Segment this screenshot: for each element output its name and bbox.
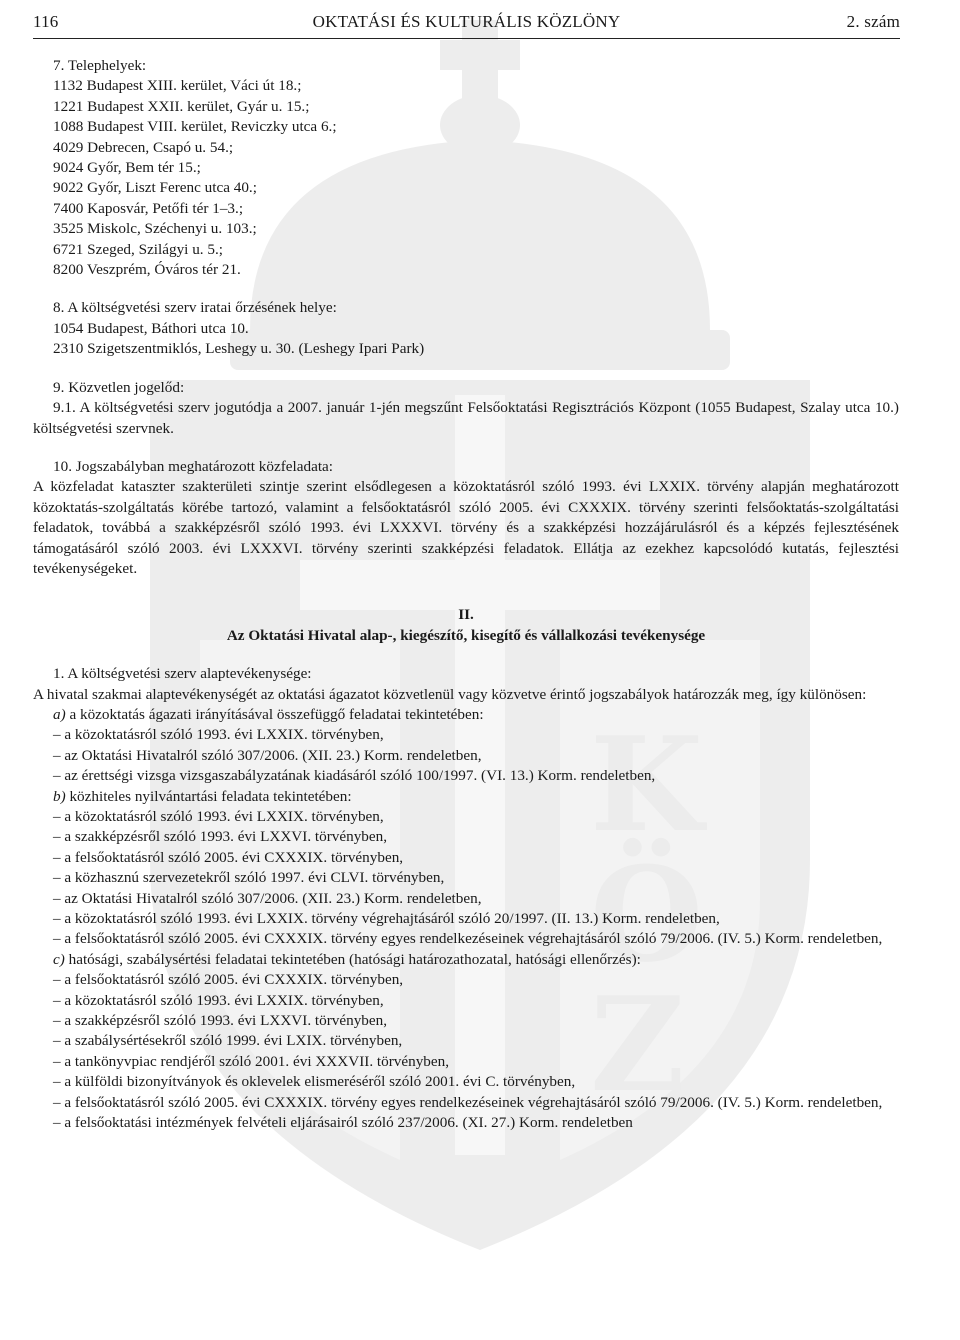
subsection-c-label: c) bbox=[53, 950, 65, 968]
section-8-title: 8. A költségvetési szerv iratai őrzésének helye: bbox=[53, 299, 337, 317]
part-heading: Az Oktatási Hivatal alap-, kiegészítő, kisegítő és vállalkozási tevékenysége bbox=[226, 626, 706, 644]
document-body bbox=[33, 56, 899, 1134]
subsection-a-label: a) bbox=[53, 705, 66, 723]
list-item: – az Oktatási Hivatalról szóló 307/2006. (XII. 23.) Korm. rendeletben, bbox=[53, 746, 482, 764]
page-number: 116 bbox=[33, 12, 59, 31]
subsection-a-list bbox=[33, 725, 899, 786]
section-7-title: 7. Telephelyek: bbox=[53, 57, 147, 74]
site-address: 4029 Debrecen, Csapó u. 54.; bbox=[53, 138, 234, 156]
list-item: – a szakképzésről szóló 1993. évi LXXVI. törvényben, bbox=[53, 828, 388, 846]
list-item: – a közoktatásról szóló 1993. évi LXXIX. törvényben, bbox=[53, 808, 384, 825]
site-address: 1132 Budapest XIII. kerület, Váci út 18.; bbox=[53, 77, 302, 95]
subsection-a: a) a közoktatás ágazati irányításával összefüggő feladatai tekintetében: bbox=[53, 705, 484, 723]
watermark-letter: K bbox=[590, 708, 703, 861]
site-address: 8200 Veszprém, Óváros tér 21. bbox=[53, 261, 241, 279]
list-item: – a közoktatásról szóló 1993. évi LXXIX. törvény végrehajtásáról szóló 20/1997. (II. 13.) Korm. rendeletben, bbox=[53, 910, 720, 928]
list-item: – a közoktatásról szóló 1993. évi LXXIX. törvényben, bbox=[53, 991, 384, 1009]
journal-title: OKTATÁSI ÉS KULTURÁLIS KÖZLÖNY bbox=[312, 12, 621, 31]
item-1-title: 1. A költségvetési szerv alaptevékenysége: bbox=[53, 665, 312, 683]
list-item: – a felsőoktatási intézmények felvételi eljárásairól szóló 237/2006. (XI. 27.) Korm. rendeletben bbox=[53, 1114, 633, 1132]
section-9-title: 9. Közvetlen jogelőd: bbox=[53, 378, 185, 396]
section-9-text: 9.1. A költségvetési szerv jogutódja a 2007. január 1-jén megszűnt Felsőoktatási Regisztrációs Központ (1055 Budapest, Szalay utca 10.) költségvetési szervnek. bbox=[33, 399, 899, 437]
list-item: – a felsőoktatásról szóló 2005. évi CXXXIX. törvényben, bbox=[53, 971, 404, 989]
site-address: 1088 Budapest VIII. kerület, Reviczky utca 6.; bbox=[53, 118, 337, 136]
site-address: 1221 Budapest XXII. kerület, Gyár u. 15.; bbox=[53, 97, 310, 115]
subsection-b: b) közhiteles nyilvántartási feladata tekintetében: bbox=[53, 787, 352, 805]
list-item: – a szabálysértésekről szóló 1999. évi LXIX. törvényben, bbox=[53, 1032, 403, 1050]
list-item: – a közhasznú szervezetekről szóló 1997. évi CLVI. törvényben, bbox=[53, 869, 445, 887]
page-header bbox=[33, 12, 900, 36]
subsection-b-list bbox=[33, 807, 899, 950]
watermark-letter: Ö bbox=[590, 838, 704, 991]
subsection-b-label: b) bbox=[53, 787, 66, 805]
list-item: – az Oktatási Hivatalról szóló 307/2006. (XII. 23.) Korm. rendeletben, bbox=[53, 889, 482, 907]
list-item: – az érettségi vizsga vizsgaszabályzatának kiadásáról szóló 100/1997. (VI. 13.) Korm. rendeletben, bbox=[53, 767, 656, 785]
watermark-letter: Z bbox=[590, 968, 685, 1121]
list-item: – a külföldi bizonyítványok és oklevelek elismeréséről szóló 2001. évi C. törvényben, bbox=[53, 1073, 576, 1091]
site-address: 3525 Miskolc, Széchenyi u. 103.; bbox=[53, 220, 257, 238]
site-address: 6721 Szeged, Szilágyi u. 5.; bbox=[53, 240, 223, 258]
subsection-c-list bbox=[33, 970, 899, 1133]
list-item: – a felsőoktatásról szóló 2005. évi CXXXIX. törvényben, bbox=[53, 848, 404, 866]
section-10-text: A közfeladat kataszter szakterületi szintje szerint elsődlegesen a közoktatásról szóló 1993. évi LXXIX. törvény alapján meghatározott közoktatás-szolgáltatás körébe tartozó, valamint a felsőoktatásról szóló 2005. évi CXXXIX. törvény szerinti felsőoktatás-szolgáltatási feladatok, továbbá a szakképzésről szóló 1993. évi LXXXVI. törvény és a szakképzési hozzájárulásról és a képzés fejlesztésének támogatásáról szóló 2003. évi LXXXVI. törvény szerinti szakképzési feladatok. Ellátja az ezekhez kapcsolódó kutatás, fejlesztési tevékenységeket. bbox=[33, 478, 899, 577]
archive-address: 1054 Budapest, Báthori utca 10. bbox=[53, 319, 249, 337]
list-item: – a felsőoktatásról szóló 2005. évi CXXXIX. törvény egyes rendelkezéseinek végrehajtásáról szóló 79/2006. (IV. 5.) Korm. rendeletben, bbox=[53, 1093, 883, 1111]
section-10-title: 10. Jogszabályban meghatározott közfeladata: bbox=[53, 457, 334, 475]
site-address: 9022 Győr, Liszt Ferenc utca 40.; bbox=[53, 179, 257, 197]
list-item: – a tankönyvpiac rendjéről szóló 2001. évi XXXVII. törvényben, bbox=[53, 1052, 450, 1070]
list-item: – a felsőoktatásról szóló 2005. évi CXXXIX. törvény egyes rendelkezéseinek végrehajtásáról szóló 79/2006. (IV. 5.) Korm. rendeletben, bbox=[53, 930, 883, 948]
part-numeral: II. bbox=[458, 606, 474, 624]
subsection-c: c) hatósági, szabálysértési feladatai tekintetében (hatósági határozathozatal, hatósági ellenőrzés): bbox=[53, 950, 641, 968]
header-rule bbox=[33, 38, 900, 39]
list-item: – a közoktatásról szóló 1993. évi LXXIX. törvényben, bbox=[53, 726, 384, 744]
site-address: 9024 Győr, Bem tér 15.; bbox=[53, 159, 201, 177]
list-item: – a szakképzésről szóló 1993. évi LXXVI. törvényben, bbox=[53, 1012, 388, 1030]
issue-number: 2. szám bbox=[846, 12, 900, 31]
archive-address: 2310 Szigetszentmiklós, Leshegy u. 30. (Leshegy Ipari Park) bbox=[53, 340, 425, 358]
site-list bbox=[33, 76, 899, 280]
site-address: 7400 Kaposvár, Petőfi tér 1–3.; bbox=[53, 199, 244, 217]
item-1-intro: A hivatal szakmai alaptevékenységét az oktatási ágazatot közvetlenül vagy közvetve érintő jogszabályok határozzák meg, így különösen: bbox=[33, 685, 867, 703]
